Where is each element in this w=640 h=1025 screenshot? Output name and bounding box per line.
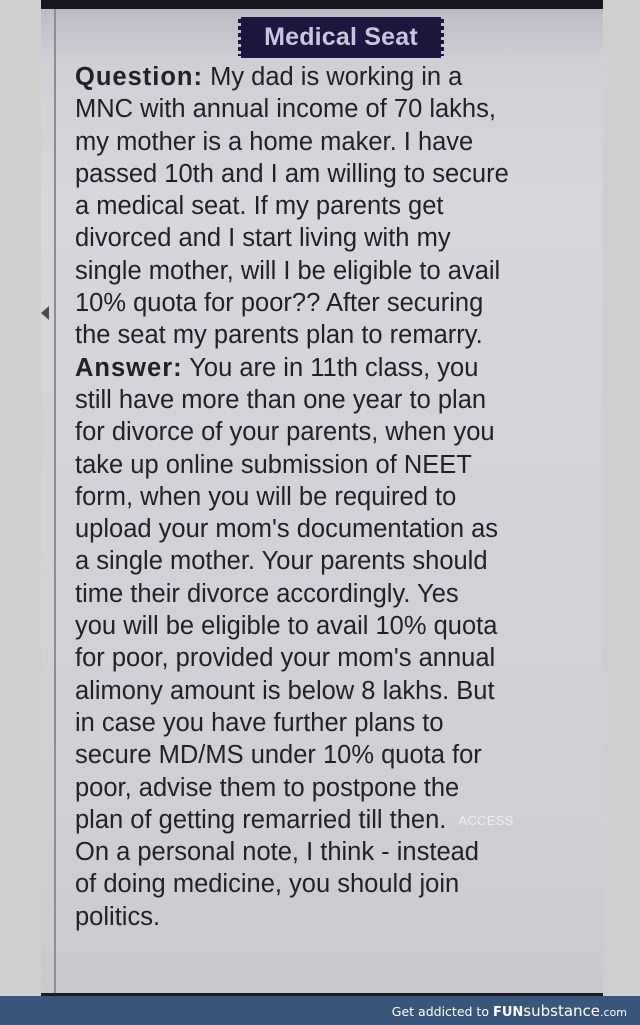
answer-line: for divorce of your parents, when you [75,418,495,447]
funsubstance-link[interactable]: Get addicted to FUNsubstance.com [391,1002,627,1020]
question-line: passed 10th and I am willing to secure [75,159,509,188]
answer-line: poor, advise them to postpone the [75,773,460,802]
question-line: a medical seat. If my parents get [75,192,444,221]
brand-logo-tld: .com [600,1006,627,1019]
access-watermark: ACCESS [458,812,514,828]
article-body [75,61,595,933]
brand-logo-substance: substance [523,1002,600,1020]
answer-label: Answer: [75,353,183,382]
answer-line: take up online submission of NEET [75,450,472,479]
answer-line: secure MD/MS under 10% quota for [75,741,482,770]
rule-marker-icon [41,306,49,320]
question-line: Question: My dad is working in a [75,63,463,91]
column-rule [54,9,56,994]
question-label: Question: [75,63,203,91]
answer-line: you will be eligible to avail 10% quota [75,612,498,641]
newspaper-clipping [41,0,603,996]
answer-line: upload your mom's documentation as [75,515,499,544]
question-line: divorced and I start living with my [75,224,451,253]
site-footer-banner [0,996,640,1025]
answer-line: On a personal note, I think - instead [75,838,479,867]
answer-line: of doing medicine, you should join [75,870,460,899]
question-line: single mother, will I be eligible to avail [75,256,501,285]
brand-logo-fun: FUN [492,1005,524,1020]
clipping-top-edge [41,0,603,9]
article-title: Medical Seat [264,23,418,51]
question-line: 10% quota for poor?? After securing [75,289,484,318]
question-line: MNC with annual income of 70 lakhs, [75,95,496,124]
answer-line: in case you have further plans to [75,708,444,737]
answer-line: still have more than one year to plan [75,385,487,414]
answer-line: time their divorce accordingly. Yes [75,579,459,608]
question-line: the seat my parents plan to remarry. [75,321,483,350]
answer-line: plan of getting remarried till then. ACCESS [75,805,514,834]
article-title-badge [241,17,441,58]
question-line: my mother is a home maker. I have [75,127,474,156]
answer-line: for poor, provided your mom's annual [75,644,496,673]
answer-line: a single mother. Your parents should [75,547,488,576]
answer-line: politics. [75,902,161,931]
answer-line: form, when you will be required to [75,482,457,511]
answer-line: Answer: You are in 11th class, you [75,353,479,382]
answer-line: alimony amount is below 8 lakhs. But [75,676,495,705]
